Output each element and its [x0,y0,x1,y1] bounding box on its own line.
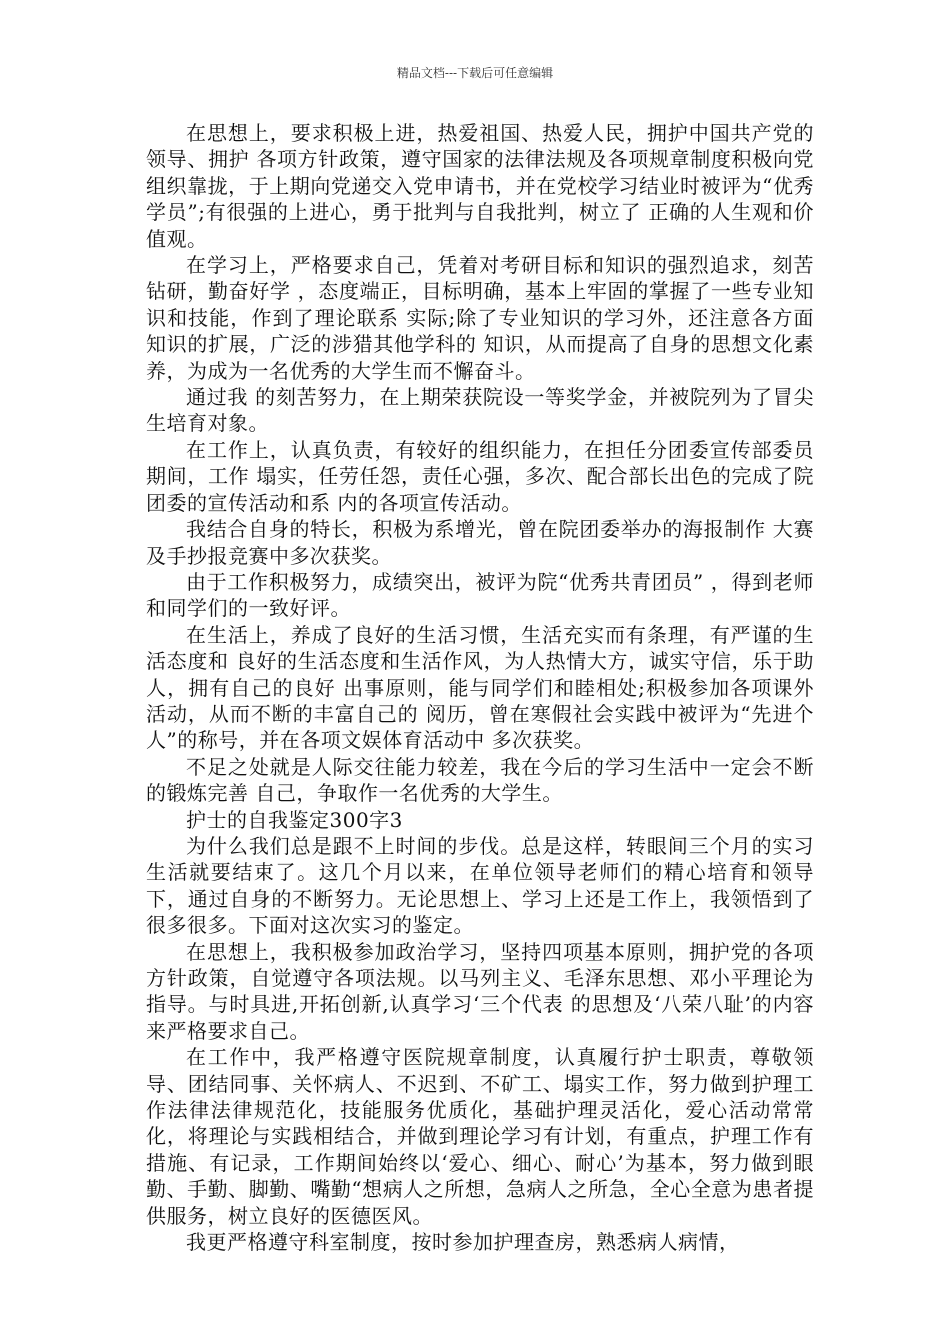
paragraph-awards: 我结合自身的特长，积极为系增光，曾在院团委举办的海报制作 大赛及手抄报竞赛中多次获奖。 [146,517,814,568]
paragraph-work: 在工作上，认真负责，有较好的组织能力，在担任分团委宣传部委员期间，工作 塌实，任劳任怨，责任心强，多次、配合部长出色的完成了院团委的宣传活动和系 内的各项宣传活动。 [146,437,814,515]
paragraph-shortcomings: 不足之处就是人际交往能力较差，我在今后的学习生活中一定会不断的锻炼完善 自己，争取作一名优秀的大学生。 [146,754,814,806]
paragraph-thought: 在思想上，要求积极上进，热爱祖国、热爱人民，拥护中国共产党的领导、拥护 各项方针政策，遵守国家的法律法规及各项规章制度积极向党组织靠拢，于上期向党递交入党申请书，并在党校学习结业时被评为“优秀学员”;有很强的上进心，勇于批判与自我批判，树立了 正确的人生观和价值观。 [146,121,814,251]
page-header: 精品文档---下载后可任意编辑 [396,66,554,80]
paragraph-internship-intro: 为什么我们总是跟不上时间的步伐。总是这样，转眼间三个月的实习生活就要结束了。这几个月以来，在单位领导老师们的精心培育和领导下，通过自身的不断努力。无论思想上、学习上还是工作上，我领悟到了很多很多。下面对这次实习的鉴定。 [146,833,814,938]
section-heading: 护士的自我鉴定300字3 [186,807,403,832]
paragraph-study: 在学习上，严格要求自己，凭着对考研目标和知识的强烈追求，刻苦钻研，勤奋好学 ，态度端正，目标明确，基本上牢固的掌握了一些专业知识和技能，作到了理论联系 实际;除了专业知识的学习外，还注意各方面知识的扩展，广泛的涉猎其他学科的 知识，从而提高了自身的思想文化素养，为成为一名优秀的大学生而不懈奋斗。 [146,253,814,383]
paragraph-scholarship: 通过我 的刻苦努力，在上期荣获院设一等奖学金，并被院列为了冒尖生培育对象。 [146,385,814,436]
paragraph-life: 在生活上，养成了良好的生活习惯，生活充实而有条理，有严谨的生活态度和 良好的生活态度和生活作风，为人热情大方，诚实守信，乐于助人，拥有自己的良好 出事原则，能与同学们和睦相处;积极参加各项课外活动，从而不断的丰富自己的 阅历，曾在寒假社会实践中被评为“先进个人”的称号，并在各项文娱体育活动中 多次获奖。 [146,622,814,753]
paragraph-honor: 由于工作积极努力，成绩突出，被评为院“优秀共青团员” ，得到老师和同学们的一致好评。 [146,569,814,621]
document-body [146,120,814,1255]
paragraph-nursing-work: 在工作中，我严格遵守医院规章制度，认真履行护士职责，尊敬领导、团结同事、关怀病人、不迟到、不矿工、塌实工作，努力做到护理工作法律法律规范化，技能服务优质化，基础护理灵活化，爱心活动常常化，将理论与实践相结合，并做到理论学习有计划，有重点，护理工作有措施、有记录，工作期间始终以‘爱心、细心、耐心’为基本，努力做到眼勤、手勤、脚勤、嘴勤“想病人之所想，急病人之所急，全心全意为患者提供服务，树立良好的医德医风。 [146,1045,814,1228]
paragraph-politics: 在思想上，我积极参加政治学习，坚持四项基本原则，拥护党的各项方针政策，自觉遵守各项法规。以马列主义、毛泽东思想、邓小平理论为指导。与时具进,开拓创新,认真学习‘三个代表 的思想及‘八荣八耻’的内容来严格要求自己。 [146,939,814,1043]
paragraph-ward-rules: 我更严格遵守科室制度，按时参加护理查房，熟悉病人病情， [186,1230,740,1255]
